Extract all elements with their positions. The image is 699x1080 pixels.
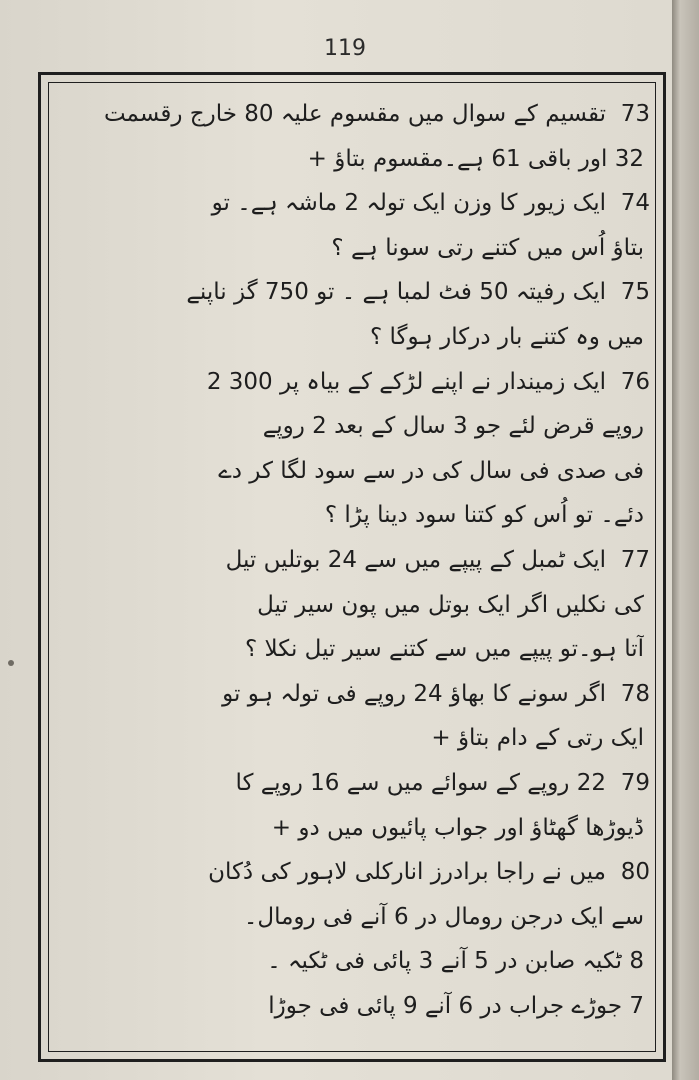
question-line: ڈیوڑھا گھٹاؤ اور جواب پائیوں میں دو + <box>271 814 644 841</box>
question-79 <box>62 761 650 850</box>
question-line: اگر سونے کا بھاؤ 24 روپے فی تولہ ہو تو <box>222 680 606 707</box>
question-76 <box>62 360 650 538</box>
paper-speck <box>8 660 14 666</box>
page-number: 119 <box>324 36 366 61</box>
question-line: سے ایک درجن رومال در 6 آنے فی رومال۔ <box>243 903 644 930</box>
question-line: روپے قرض لئے جو 3 سال کے بعد 2 روپے <box>262 413 644 440</box>
question-list <box>62 92 650 1042</box>
question-line: ایک زیور کا وزن ایک تولہ 2 ماشہ ہے۔ تو <box>211 190 606 217</box>
question-number: 75 <box>620 279 650 306</box>
question-line: میں نے راجا برادرز انارکلی لاہور کی دُکان <box>208 859 606 886</box>
question-number: 77 <box>620 546 650 573</box>
question-line: ایک ٹمبل کے پیپے میں سے 24 بوتلیں تیل <box>225 546 606 573</box>
question-line: 7 جوڑے جراب در 6 آنے 9 پائی فی جوڑا <box>268 992 644 1019</box>
question-line: فی صدی فی سال کی در سے سود لگا کر دے <box>218 457 644 484</box>
question-line: آتا ہو۔تو پیپے میں سے کتنے سیر تیل نکلا ؟ <box>245 636 644 663</box>
question-line: 32 اور باقی 61 ہے۔مقسوم بتاؤ + <box>307 145 644 172</box>
question-line: 8 ٹکیہ صابن در 5 آنے 3 پائی فی ٹکیہ ۔ <box>267 948 644 975</box>
question-number: 74 <box>620 190 650 217</box>
question-80 <box>62 850 650 1028</box>
question-number: 76 <box>620 368 650 395</box>
question-74 <box>62 181 650 270</box>
question-number: 73 <box>620 101 650 127</box>
question-73 <box>62 92 650 181</box>
question-line: میں وہ کتنے بار درکار ہوگا ؟ <box>370 323 644 350</box>
question-line: بتاؤ اُس میں کتنے رتی سونا ہے ؟ <box>331 234 644 261</box>
facing-page-edge <box>672 0 699 1080</box>
question-77 <box>62 538 650 672</box>
question-line: دئے۔ تو اُس کو کتنا سود دینا پڑا ؟ <box>324 502 644 529</box>
question-number: 78 <box>620 680 650 707</box>
question-line: ایک زمیندار نے اپنے لڑکے کے بیاہ پر 300 2 <box>206 368 606 395</box>
question-number: 80 <box>620 859 650 886</box>
question-78 <box>62 672 650 761</box>
question-line: تقسیم کے سوال میں مقسوم علیہ 80 خارج رقسمت <box>103 101 606 127</box>
question-line: 22 روپے کے سوائے میں سے 16 روپے کا <box>235 769 606 796</box>
question-line: ایک رفیتہ 50 فٹ لمبا ہے ۔ تو 750 گز ناپنے <box>186 279 606 306</box>
question-line: ایک رتی کے دام بتاؤ + <box>431 725 644 752</box>
question-75 <box>62 270 650 359</box>
question-line: کی نکلیں اگر ایک بوتل میں پون سیر تیل <box>257 591 644 618</box>
question-number: 79 <box>620 769 650 796</box>
